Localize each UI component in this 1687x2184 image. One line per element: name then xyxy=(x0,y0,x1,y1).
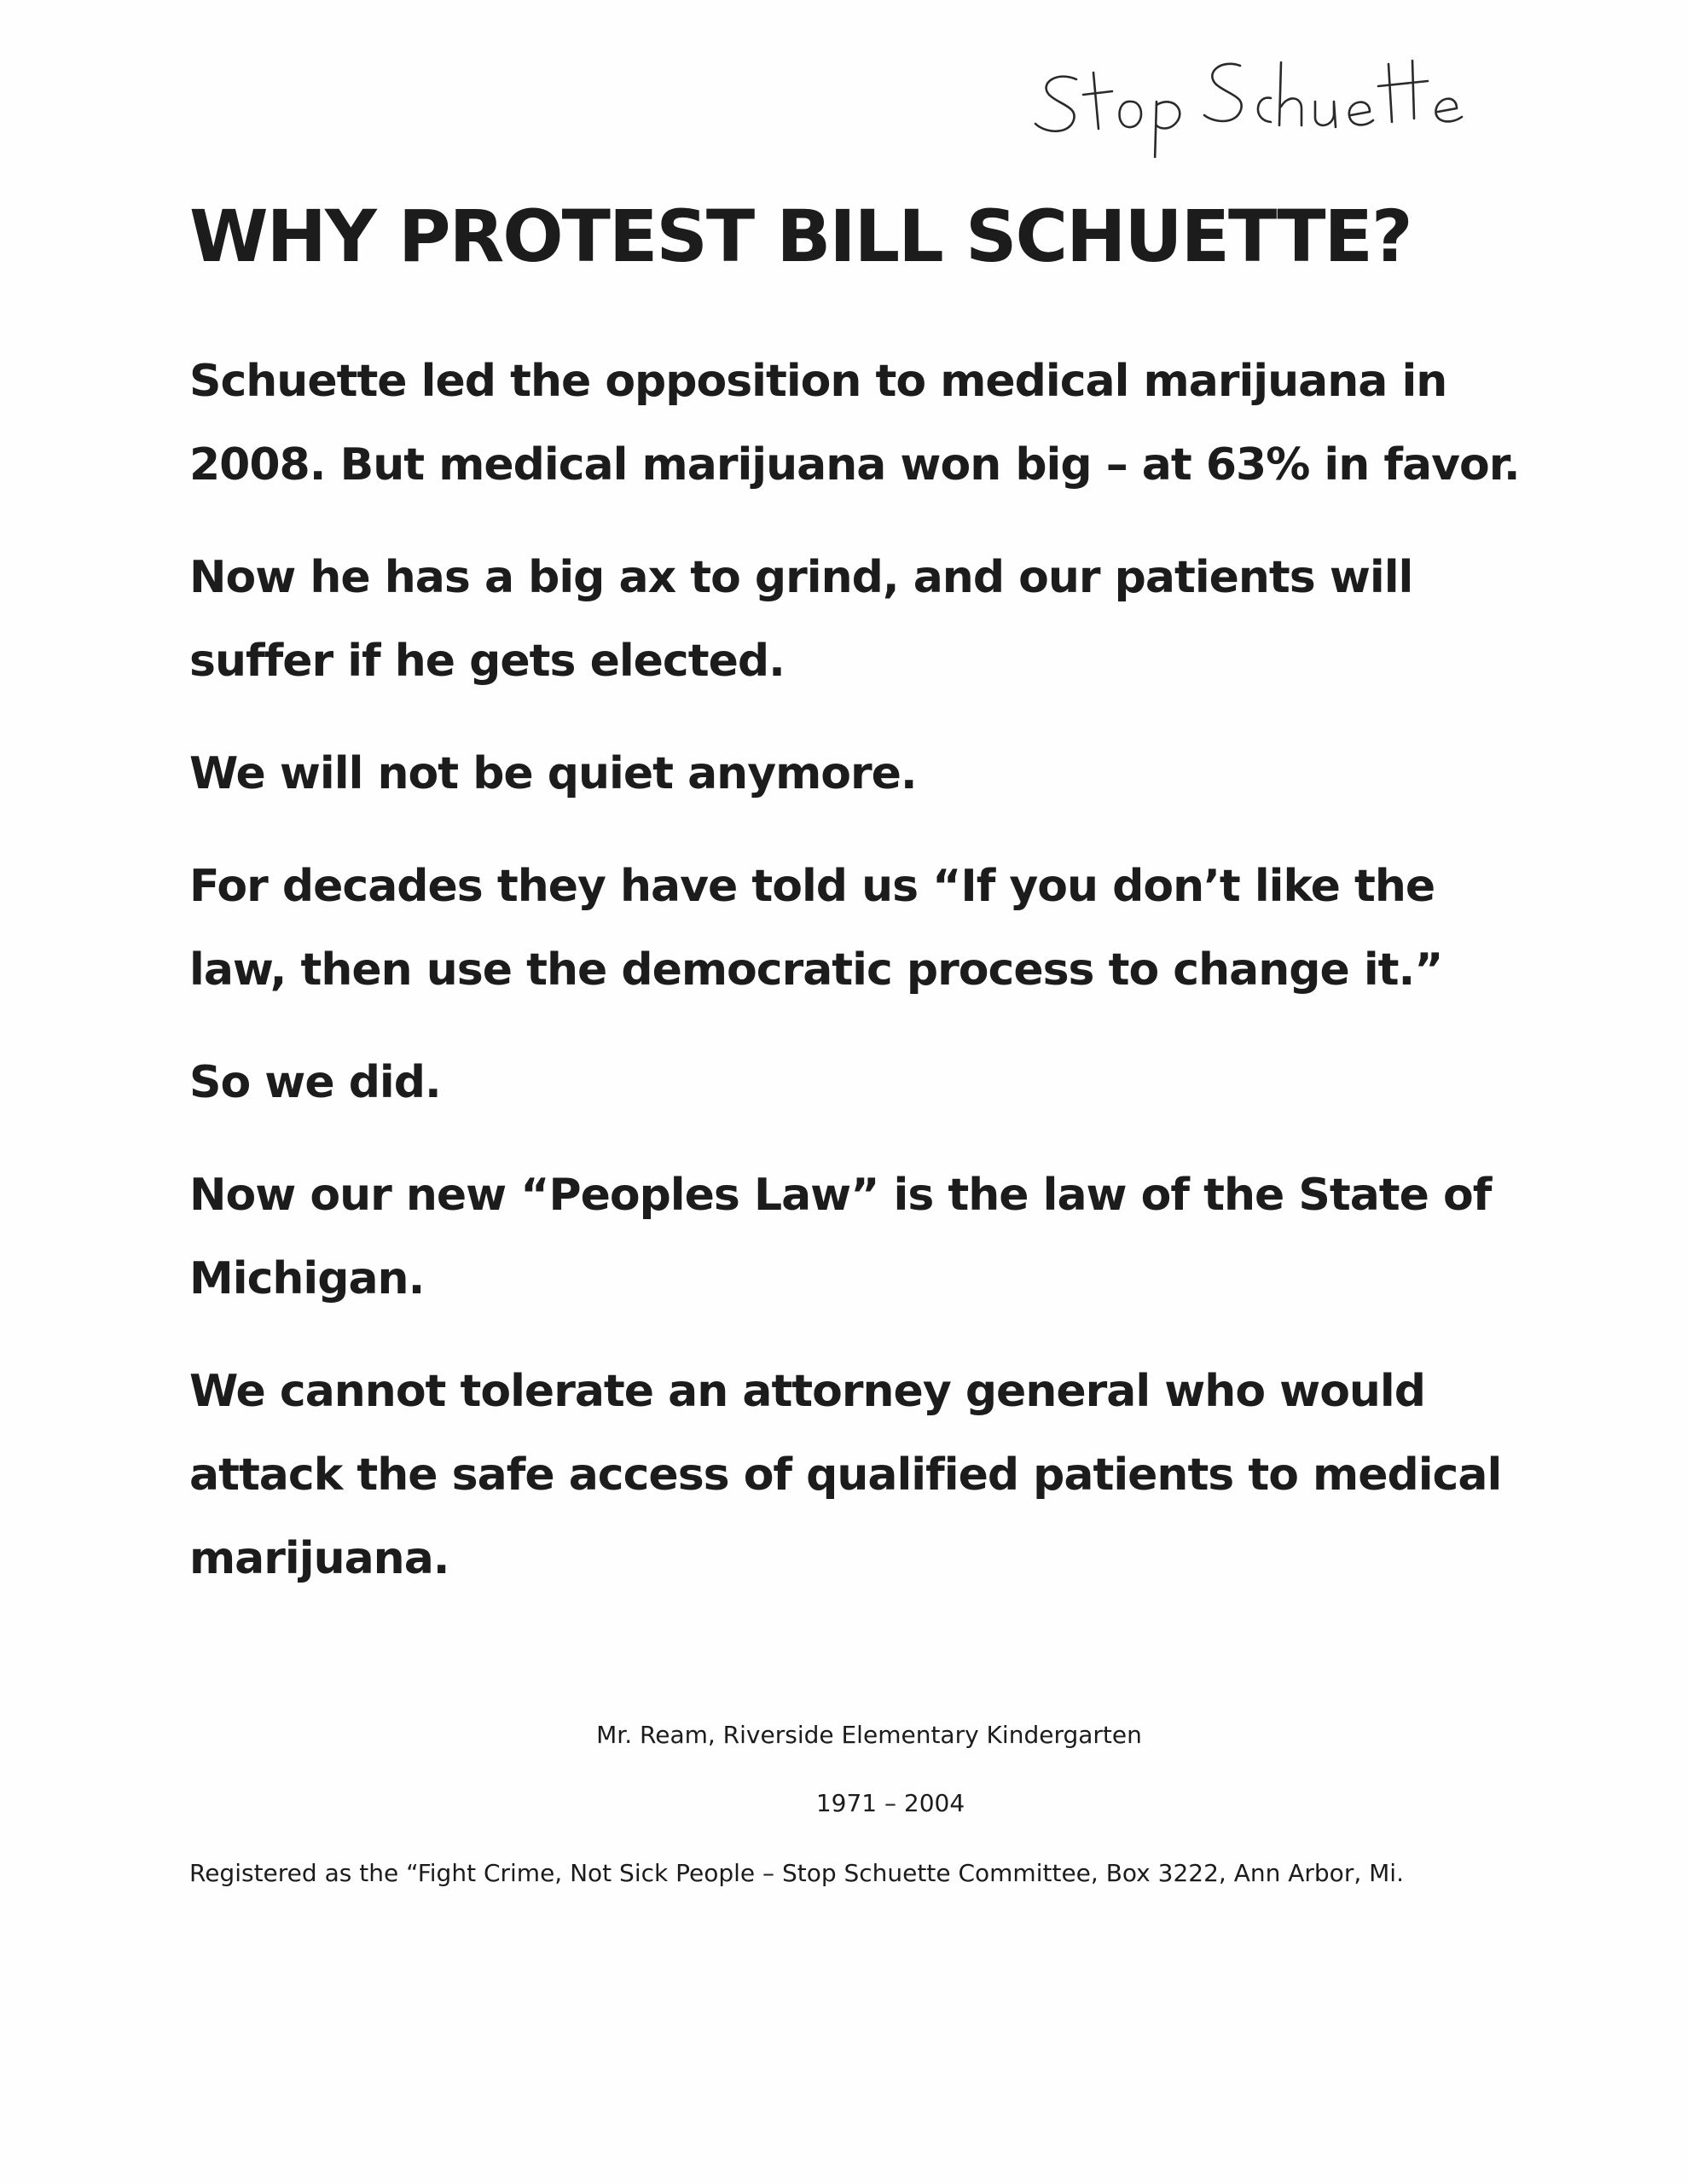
signature-name: Mr. Ream, Riverside Elementary Kindergarten xyxy=(596,1721,1142,1749)
handwritten-note-stop-schuette xyxy=(1023,47,1501,158)
body-text xyxy=(189,340,1520,1629)
paragraph-attorney-general: We cannot tolerate an attorney general who would attack the safe access of qualified patients to medical marijuana. xyxy=(189,1366,1502,1584)
signature-years: 1971 – 2004 xyxy=(815,1789,965,1817)
paragraph-ax-to-grind: Now he has a big ax to grind, and our patients will suffer if he gets elected. xyxy=(189,552,1413,687)
paragraph-not-quiet: We will not be quiet anymore. xyxy=(189,748,917,799)
paragraph-opposition: Schuette led the opposition to medical marijuana in 2008. But medical marijuana won big – at 63% in favor. xyxy=(189,356,1520,491)
handwritten-note-drawing xyxy=(1023,47,1501,158)
page-title: WHY PROTEST BILL SCHUETTE? xyxy=(189,195,1412,278)
paragraph-democratic-process: For decades they have told us “If you don’t like the law, then use the democratic process to change it.” xyxy=(189,861,1443,996)
paragraph-peoples-law: Now our new “Peoples Law” is the law of the State of Michigan. xyxy=(189,1170,1492,1304)
registration-notice: Registered as the “Fight Crime, Not Sick People – Stop Schuette Committee, Box 3222, Ann Arbor, Mi. xyxy=(189,1859,1404,1887)
paragraph-so-we-did: So we did. xyxy=(189,1057,441,1108)
